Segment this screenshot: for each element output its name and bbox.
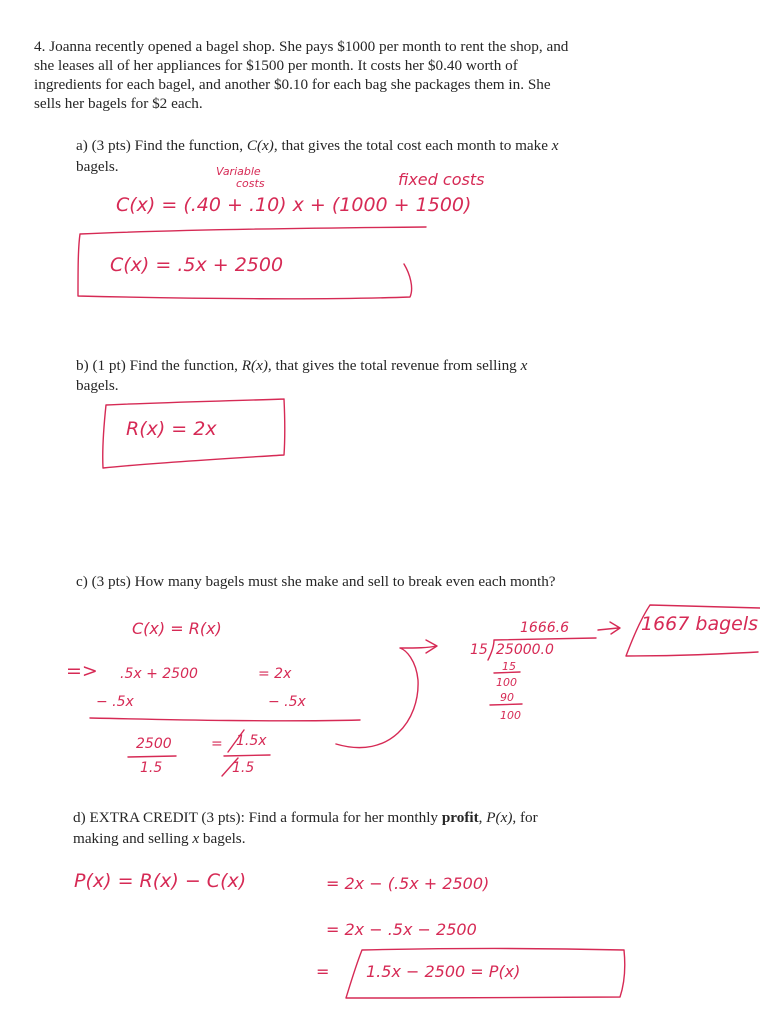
part-c-division-sub-line-2 (490, 704, 522, 705)
part-a-answer-box (78, 227, 426, 299)
part-c-cancel-mark-2 (222, 758, 238, 776)
part-c-equation-2-right: = 2x (258, 666, 292, 682)
part-d-work-1-right: = 2x − (.5x + 2500) (326, 874, 490, 893)
part-b-prompt-line-1: b) (1 pt) Find the function, R(x), that gives the total revenue from selling x (76, 357, 528, 374)
part-c-fraction-bar-left (128, 756, 176, 757)
part-b-prompt-line-2: bagels. (76, 377, 119, 394)
part-a-note-costs: costs (236, 177, 265, 190)
part-c-underline (90, 718, 360, 721)
part-c-fraction-denominator: 1.5 (140, 760, 163, 776)
part-a-answer: C(x) = .5x + 2500 (110, 254, 284, 276)
part-c-fraction-bar-right (224, 755, 270, 756)
part-d-work-2: = 2x − .5x − 2500 (326, 920, 477, 939)
part-c-equation-3-left: − .5x (96, 694, 134, 710)
part-c-answer: 1667 bagels (641, 613, 759, 635)
part-c-fraction-equals: = (211, 736, 223, 752)
part-d-prompt-line-1: d) EXTRA CREDIT (3 pts): Find a formula for her monthly profit, P(x), for (73, 809, 538, 826)
part-b-answer-box (103, 399, 285, 468)
part-c-division-quotient: 1666.6 (520, 620, 569, 636)
part-c-division-sub-line-1 (494, 672, 520, 673)
problem-intro-line-3: ingredients for each bagel, and another $0.10 for each bag she packages them in. She (34, 76, 551, 93)
part-c-rhs-denominator: 1.5 (232, 760, 255, 776)
part-c-cancel-mark-1 (228, 730, 244, 752)
part-a-prompt-line-2: bagels. (76, 158, 119, 175)
problem-intro-line-2: she leases all of her appliances for $1500 per month. It costs her $0.40 worth of (34, 57, 518, 74)
part-c-equation-2-left: .5x + 2500 (120, 666, 198, 682)
part-c-division-step-1: 15 (502, 660, 516, 673)
part-c-division-bracket (488, 638, 596, 660)
part-b-answer: R(x) = 2x (126, 418, 217, 440)
part-d-answer: 1.5x − 2500 = P(x) (366, 962, 521, 981)
part-c-implies-arrow: => (66, 660, 98, 682)
part-c-division-divisor: 15 (470, 642, 488, 658)
part-a-work: C(x) = (.40 + .10) x + (1000 + 1500) (116, 194, 472, 216)
part-c-rhs-numerator: 1.5x (236, 733, 267, 749)
part-d-work-3-equals: = (316, 962, 330, 981)
part-d-answer-box (346, 949, 625, 999)
part-c-division-step-4: 100 (500, 709, 521, 722)
part-c-answer-box (626, 605, 760, 656)
part-c-division-step-2: 100 (496, 676, 517, 689)
part-c-curved-arrow (336, 646, 436, 748)
part-d-work-1-left: P(x) = R(x) − C(x) (74, 870, 247, 892)
part-c-equation-3-right: − .5x (268, 694, 306, 710)
part-c-prompt: c) (3 pts) How many bagels must she make and sell to break even each month? (76, 573, 556, 590)
part-a-note-variable: Variable (216, 165, 261, 178)
part-c-division-step-3: 90 (500, 691, 514, 704)
problem-intro-line-4: sells her bagels for $2 each. (34, 95, 203, 112)
part-c-equation-1: C(x) = R(x) (132, 619, 222, 638)
part-c-fraction-numerator: 2500 (136, 736, 172, 752)
part-d-prompt-line-2: making and selling x bagels. (73, 830, 246, 847)
part-c-division-dividend: 25000.0 (496, 642, 554, 658)
part-a-note-fixed-costs: fixed costs (398, 170, 485, 189)
part-c-answer-arrow (598, 622, 620, 634)
part-a-prompt-line-1: a) (3 pts) Find the function, C(x), that gives the total cost each month to make x (76, 137, 559, 154)
problem-intro-line-1: 4. Joanna recently opened a bagel shop. She pays $1000 per month to rent the shop, and (34, 38, 569, 55)
